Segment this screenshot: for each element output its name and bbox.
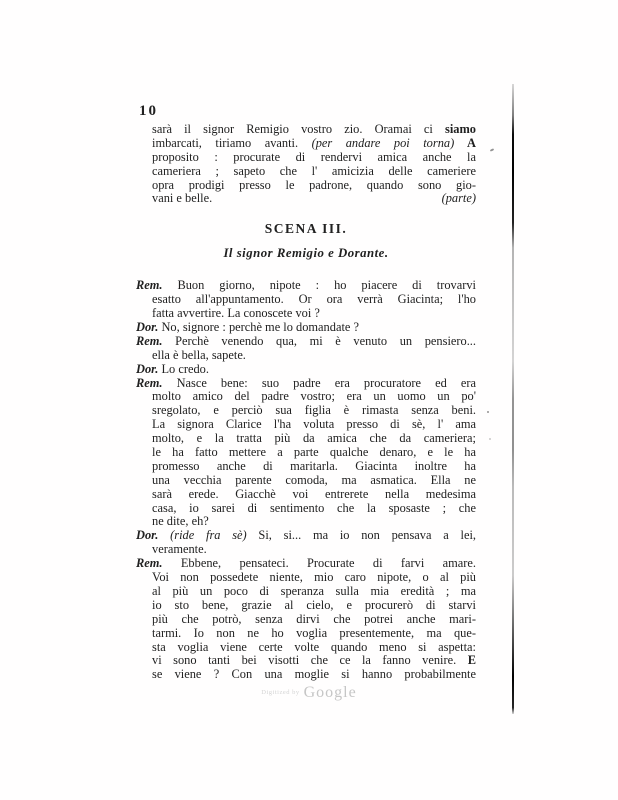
text-line <box>136 192 476 206</box>
text-line <box>136 529 476 543</box>
text-segment: veramente. <box>152 543 207 557</box>
text-segment: imbarcati, tiriamo avanti. <box>152 136 312 150</box>
scan-speck <box>489 438 491 440</box>
text-segment: Si, si... ma io non pensava a lei, <box>246 529 476 543</box>
text-segment: vani e belle. <box>152 192 213 206</box>
text-segment: sarà erede. Giacchè voi entrerete nella medesima <box>152 487 476 501</box>
text-line <box>136 460 476 474</box>
text-segment: fatta avvertire. La conoscete voi ? <box>152 307 320 321</box>
text-line <box>136 446 476 460</box>
text-line <box>136 627 476 641</box>
text-line <box>136 137 476 151</box>
scene-heading: SCENA III. <box>264 221 348 237</box>
text-segment: una vecchia parente comoda, ma asmatica. Ella ne <box>152 473 476 487</box>
stage-direction: (parte) <box>441 192 476 206</box>
text-segment: La signora Clarice l'ha voluta presso di sè, l' ama <box>152 418 476 432</box>
text-segment: promesso anche di maritarla. Giacinta inoltre ha <box>152 459 476 473</box>
emphasized-text: A <box>454 136 476 150</box>
text-segment: sarà il signor Remigio vostro zio. Oramai ci <box>152 123 446 136</box>
text-line <box>136 179 476 193</box>
text-segment: Voi non possedete niente, mio caro nipote, o al più <box>152 571 476 585</box>
text-line <box>136 307 476 321</box>
text-line <box>136 363 476 377</box>
line-left-part <box>152 192 212 206</box>
text-segment: opra prodigi presso le padrone, quando sono gio- <box>152 178 476 192</box>
text-segment: casa, io sarei di sentimento che la sposaste ; che <box>152 501 476 515</box>
text-segment: esatto all'appuntamento. Or ora verrà Giacinta; l'ho <box>152 293 476 307</box>
speaker-label: Dor. <box>136 529 159 543</box>
text-line <box>136 321 476 335</box>
text-segment: Lo credo. <box>158 362 209 376</box>
text-segment: Perchè venendo qua, mi è venuto un pensiero... <box>162 334 476 348</box>
text-line <box>136 349 476 363</box>
text-line <box>136 668 476 682</box>
text-line <box>136 418 476 432</box>
digitized-by-label: Digitized by <box>261 689 300 696</box>
text-line <box>136 335 476 349</box>
text-line <box>136 377 476 391</box>
speaker-label: Rem. <box>136 557 163 571</box>
text-line <box>136 151 476 165</box>
text-line <box>136 165 476 179</box>
text-segment: sta voglia viene certe volte quando meno si aspetta: <box>152 640 476 654</box>
text-line <box>136 293 476 307</box>
text-segment: più che potrò, senza dirvi che potrei anche mari- <box>152 612 476 626</box>
text-segment: Ebbene, pensateci. Procurate di farvi amare. <box>162 557 476 571</box>
scan-speck <box>487 411 489 413</box>
google-logo-text: Google <box>303 684 357 701</box>
scan-artifact-line <box>512 84 514 714</box>
text-segment: ella è bella, sapete. <box>152 348 246 362</box>
text-line <box>136 488 476 502</box>
text-line <box>136 585 476 599</box>
text-line <box>136 474 476 488</box>
text-line <box>136 641 476 655</box>
text-line <box>136 432 476 446</box>
speaker-label: Rem. <box>136 334 163 348</box>
line-right-part <box>442 192 476 206</box>
text-segment: se viene ? Con una moglie si hanno probabilmente <box>152 668 476 682</box>
google-watermark <box>0 684 618 702</box>
text-line <box>136 502 476 516</box>
text-line <box>136 279 476 293</box>
text-line <box>136 613 476 627</box>
text-line <box>136 543 476 557</box>
dialog-block <box>136 279 476 682</box>
text-segment: cameriera ; sapeto che l' amicizia delle cameriere <box>152 164 476 178</box>
scene-subtitle: Il signor Remigio e Dorante. <box>223 246 389 261</box>
text-line <box>136 390 476 404</box>
stage-direction: (ride fra sè) <box>158 529 247 543</box>
text-line <box>136 515 476 529</box>
opening-paragraph <box>136 123 476 206</box>
speaker-label: Rem. <box>136 279 163 293</box>
stage-direction: (per andare poi torna) <box>311 136 455 150</box>
text-block <box>136 123 476 682</box>
text-segment: io sto bene, grazie al cielo, e procurerò di starvi <box>152 598 476 612</box>
text-segment: al più un poco di speranza sulla mia eredità ; ma <box>152 584 476 598</box>
text-segment: No, signore : perchè me lo domandate ? <box>158 321 359 335</box>
text-segment: Nasce bene: suo padre era procuratore ed era <box>162 376 476 390</box>
text-segment: sregolato, e perciò sua figlia è rimasta senza beni. <box>152 404 476 418</box>
text-line <box>136 404 476 418</box>
text-segment: le ha fatto mettere a parte qualche denaro, e le ha <box>152 446 476 460</box>
emphasized-text: E <box>467 654 476 668</box>
speaker-label: Rem. <box>136 376 163 390</box>
text-segment: proposito : procurate di rendervi amica anche la <box>152 150 476 164</box>
emphasized-text: siamo <box>445 123 476 136</box>
text-segment: Buon giorno, nipote : ho piacere di trovarvi <box>162 279 476 293</box>
text-line <box>136 654 476 668</box>
text-segment: tarmi. Io non ne ho voglia presentemente, ma que- <box>152 626 476 640</box>
speaker-label: Dor. <box>136 321 159 335</box>
text-line <box>136 599 476 613</box>
text-segment: molto, e la tratta più da amica che da cameriera; <box>152 432 476 446</box>
text-line <box>136 571 476 585</box>
text-line <box>136 557 476 571</box>
text-segment: ne dite, eh? <box>152 515 209 529</box>
page-number: 10 <box>139 103 158 119</box>
text-line <box>136 123 476 137</box>
text-segment: molto amico del padre vostro; era un uomo un po' <box>152 390 476 404</box>
text-segment: vi sono tanti bei visotti che ce la fanno venire. <box>152 654 468 668</box>
speaker-label: Dor. <box>136 362 159 376</box>
scan-speck <box>490 148 494 152</box>
